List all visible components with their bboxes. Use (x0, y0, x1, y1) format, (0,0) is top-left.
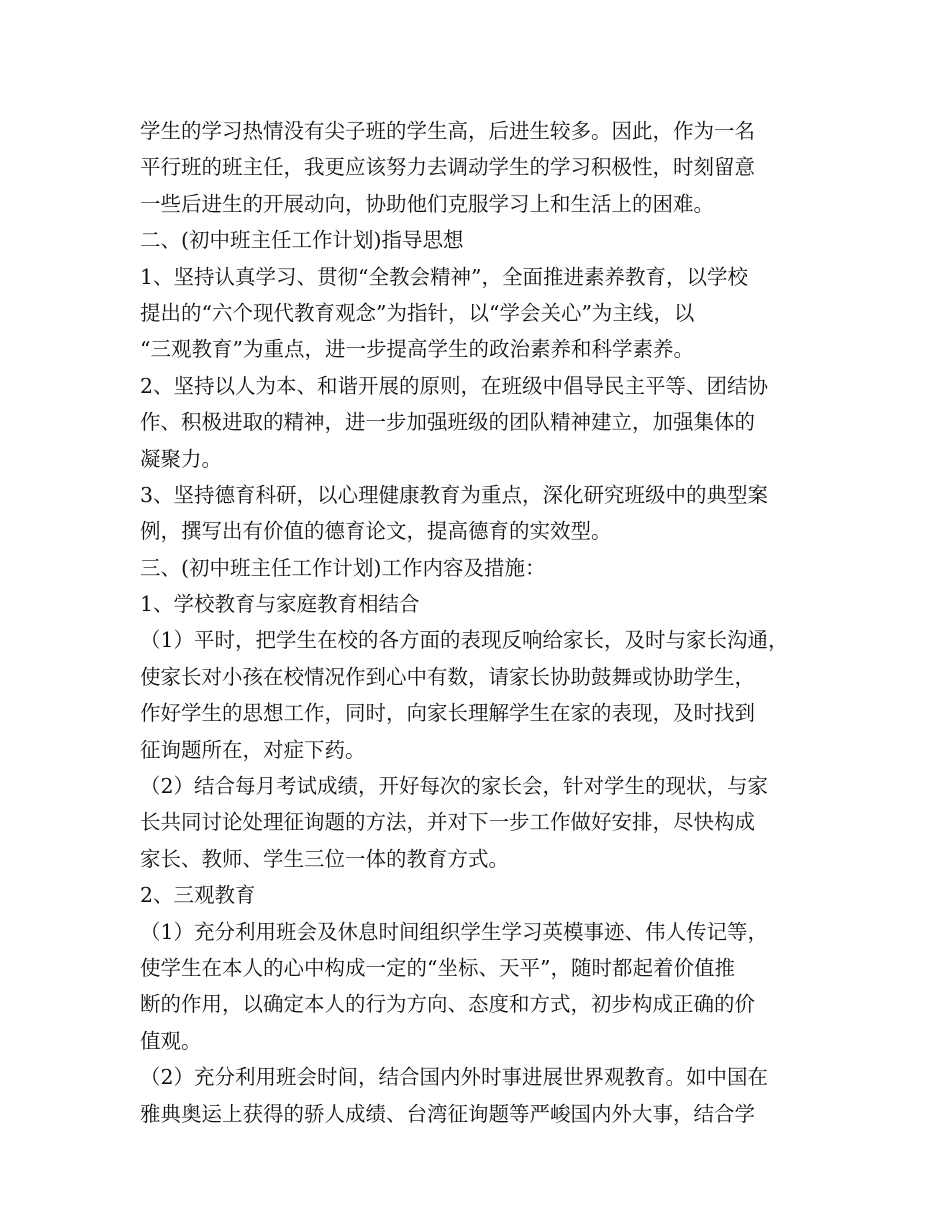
document-body-text (140, 113, 830, 1132)
text-line: （1）充分利用班会及休息时间组织学生学习英模事迹、伟人传记等， (140, 919, 769, 944)
text-line: 1、坚持认真学习、贯彻“全教会精神”，全面推进素养教育，以学校 (140, 264, 749, 289)
section-heading: 三、(初中班主任工作计划)工作内容及措施： (140, 555, 546, 580)
text-line: 一些后进生的开展动向，协助他们克服学习上和生活上的困难。 (140, 191, 714, 216)
text-line: “三观教育”为重点，进一步提高学生的政治素养和科学素养。 (140, 337, 694, 362)
text-line: 3、坚持德育科研，以心理健康教育为重点，深化研究班级中的典型案 (140, 482, 769, 507)
text-line: 2、坚持以人为本、和谐开展的原则，在班级中倡导民主平等、团结协 (140, 373, 769, 398)
text-line: 平行班的班主任，我更应该努力去调动学生的学习积极性，时刻留意 (140, 155, 755, 180)
text-line: 长共同讨论处理征询题的方法，并对下一步工作做好安排，尽快构成 (140, 810, 755, 835)
text-line: 断的作用，以确定本人的行为方向、态度和方式，初步构成正确的价 (140, 992, 755, 1017)
subsection-heading: 2、三观教育 (140, 883, 256, 908)
text-line: 学生的学习热情没有尖子班的学生高，后进生较多。因此，作为一名 (140, 119, 755, 143)
text-line: （1）平时，把学生在校的各方面的表现反响给家长，及时与家长沟通， (140, 628, 789, 653)
text-line: 提出的“六个现代教育观念”为指针，以“学会关心”为主线，以 (140, 300, 695, 325)
text-line: 雅典奥运上获得的骄人成绩、台湾征询题等严峻国内外大事，结合学 (140, 1101, 755, 1126)
subsection-heading: 1、学校教育与家庭教育相结合 (140, 592, 420, 617)
text-line: 作好学生的思想工作，同时，向家长理解学生在家的表现，及时找到 (140, 701, 755, 726)
text-line: 家长、教师、学生三位一体的教育方式。 (140, 846, 509, 871)
text-line: （2）充分利用班会时间，结合国内外时事进展世界观教育。如中国在 (140, 1065, 769, 1090)
text-line: （2）结合每月考试成绩，开好每次的家长会，针对学生的现状，与家 (140, 774, 769, 799)
text-line: 使家长对小孩在校情况作到心中有数，请家长协助鼓舞或协助学生， (140, 664, 755, 689)
text-line: 值观。 (140, 1028, 202, 1053)
text-line: 使学生在本人的心中构成一定的“坐标、天平”，随时都起着价值推 (140, 955, 735, 980)
section-heading: 二、(初中班主任工作计划)指导思想 (140, 228, 464, 253)
text-line: 例，撰写出有价值的德育论文，提高德育的实效型。 (140, 519, 612, 544)
text-line: 征询题所在，对症下药。 (140, 737, 366, 762)
text-line: 作、积极进取的精神，进一步加强班级的团队精神建立，加强集体的 (140, 410, 755, 435)
text-line: 凝聚力。 (140, 446, 222, 471)
